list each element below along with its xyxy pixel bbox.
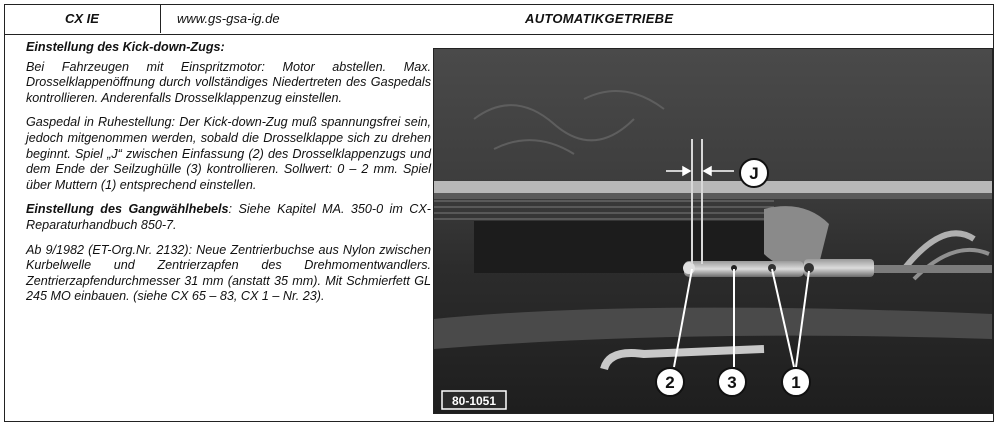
paragraph-injection: Bei Fahrzeugen mit Einspritzmotor: Motor abstellen. Max. Drosselklappenöffnung durch vollständiges Niedertreten des Gaspedals kontrollieren. Anderenfalls Drosselklappenzug einstellen. <box>26 59 431 105</box>
section-heading-gear-selector: Einstellung des Gangwählhebels <box>26 202 229 217</box>
paragraph-centering-bush: Ab 9/1982 (ET-Org.Nr. 2132): Neue Zentrierbuchse aus Nylon zwischen Kurbelwelle und Zentrierzapfen des Drehmomentwandlers. Zentrierzapfendurchmesser 31 mm (anstatt 35 mm). Mit Schmierfett GL 245 MO einbauen. (siehe CX 65 – 83, CX 1 – Nr. 23). <box>26 242 431 304</box>
paragraph-gaspedal: Gaspedal in Ruhestellung: Der Kick-down-Zug muß spannungsfrei sein, jedoch mitgenommen werden, sobald die Drosselklappe sich zu drehen beginnt. Spiel „J“ zwischen Einfassung (2) des Drosselklappenzugs und dem Ende der Seilzughülle (3) kontrollieren. Sollwert: 0 – 2 mm. Spiel über Muttern (1) entsprechend einstellen. <box>26 115 431 192</box>
model-label: CX IE <box>5 5 161 33</box>
callout-1-label: 1 <box>791 373 801 392</box>
kickdown-photo <box>433 48 993 414</box>
paragraph-gear-selector <box>26 202 431 233</box>
callout-2 <box>656 368 684 396</box>
callout-1 <box>782 368 810 396</box>
callout-j <box>740 159 768 187</box>
callout-j-label: J <box>749 164 759 183</box>
callout-2-label: 2 <box>665 373 675 392</box>
gear-selector-text: : Siehe Kapitel MA. 350-0 im CX-Reparaturhandbuch 850-7. <box>26 202 431 232</box>
section-heading-kickdown: Einstellung des Kick-down-Zugs: <box>26 40 225 54</box>
figure-reference-label: 80-1051 <box>451 394 497 408</box>
callout-3 <box>718 368 746 396</box>
page-header <box>5 5 993 35</box>
instructions-text <box>26 40 431 314</box>
callout-3-label: 3 <box>727 373 737 392</box>
figure-reference <box>442 391 506 409</box>
page-title: AUTOMATIKGETRIEBE <box>525 11 674 26</box>
website-url: www.gs-gsa-ig.de <box>177 11 280 26</box>
